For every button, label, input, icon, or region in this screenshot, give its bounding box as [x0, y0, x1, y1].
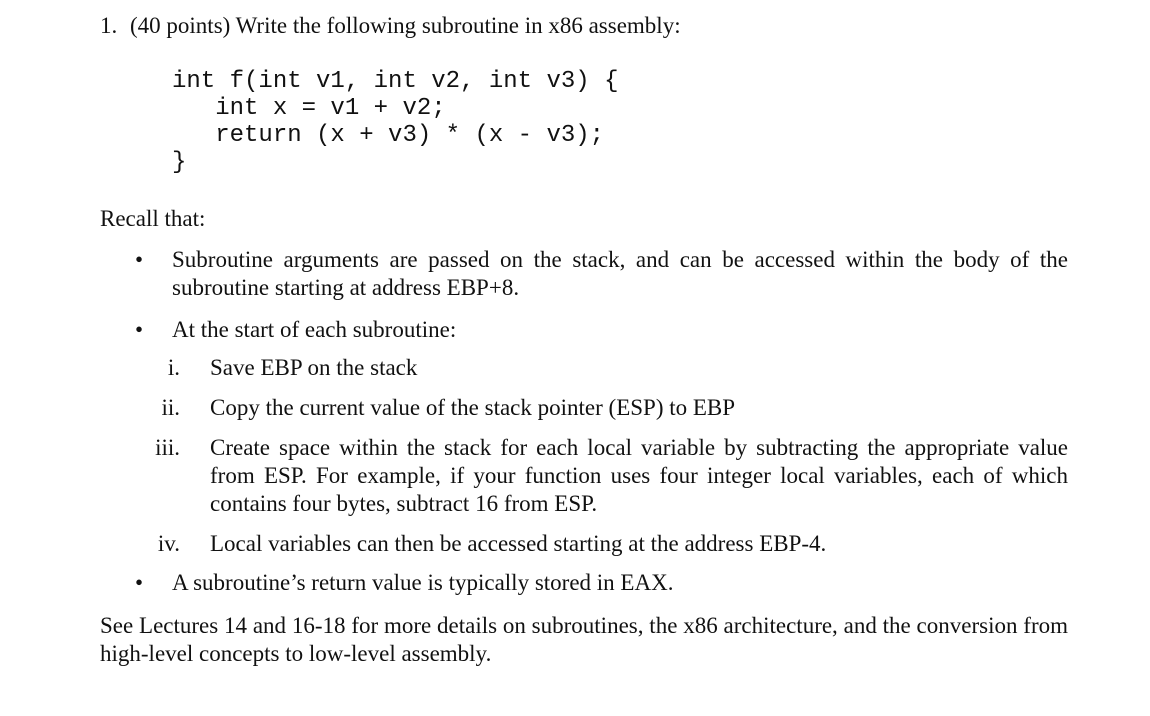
- bullet-item: [100, 569, 1068, 597]
- roman-item-text: Save EBP on the stack: [210, 355, 418, 380]
- code-line: int f(int v1, int v2, int v3) {: [172, 68, 619, 95]
- code-line: }: [172, 149, 187, 176]
- code-block: [172, 68, 1068, 176]
- closing-paragraph: See Lectures 14 and 16-18 for more details on subroutines, the x86 architecture, and the conversion from high-level concepts to low-level assembly.: [100, 613, 1068, 666]
- problem-number: 1.: [100, 13, 118, 38]
- problem-statement: (40 points) Write the following subroutine in x86 assembly:: [130, 13, 681, 38]
- roman-list-item: [100, 354, 1068, 382]
- problem-item: [100, 12, 1068, 40]
- roman-item-text: Copy the current value of the stack pointer (ESP) to EBP: [210, 395, 736, 420]
- bullet-item: [100, 316, 1068, 344]
- bullet-icon: •: [135, 317, 144, 342]
- recall-heading: Recall that:: [100, 206, 206, 231]
- code-line: int x = v1 + v2;: [172, 95, 446, 122]
- bullet-icon: •: [135, 247, 144, 272]
- bullet-item: [100, 246, 1068, 302]
- bullet-text: A subroutine’s return value is typically stored in EAX.: [172, 570, 674, 595]
- bullet-text: Subroutine arguments are passed on the stack, and can be accessed within the body of the subroutine starting at address EBP+8.: [172, 247, 1068, 300]
- roman-numeral-label: iv.: [157, 531, 180, 556]
- roman-list-item: [100, 434, 1068, 518]
- bullet-icon: •: [135, 570, 144, 595]
- roman-list-item: [100, 394, 1068, 422]
- roman-numeral-label: i.: [167, 355, 180, 380]
- code-line: return (x + v3) * (x - v3);: [172, 122, 605, 149]
- roman-list-item: [100, 530, 1068, 558]
- roman-item-text: Local variables can then be accessed starting at the address EBP-4.: [210, 531, 827, 556]
- bullet-text: At the start of each subroutine:: [172, 317, 457, 342]
- roman-numeral-label: iii.: [155, 435, 180, 460]
- roman-numeral-label: ii.: [161, 395, 180, 420]
- roman-item-text: Create space within the stack for each local variable by subtracting the appropriate value from ESP. For example, if your function uses four integer local variables, each of which contains four bytes, subtract 16 from ESP.: [210, 435, 1068, 516]
